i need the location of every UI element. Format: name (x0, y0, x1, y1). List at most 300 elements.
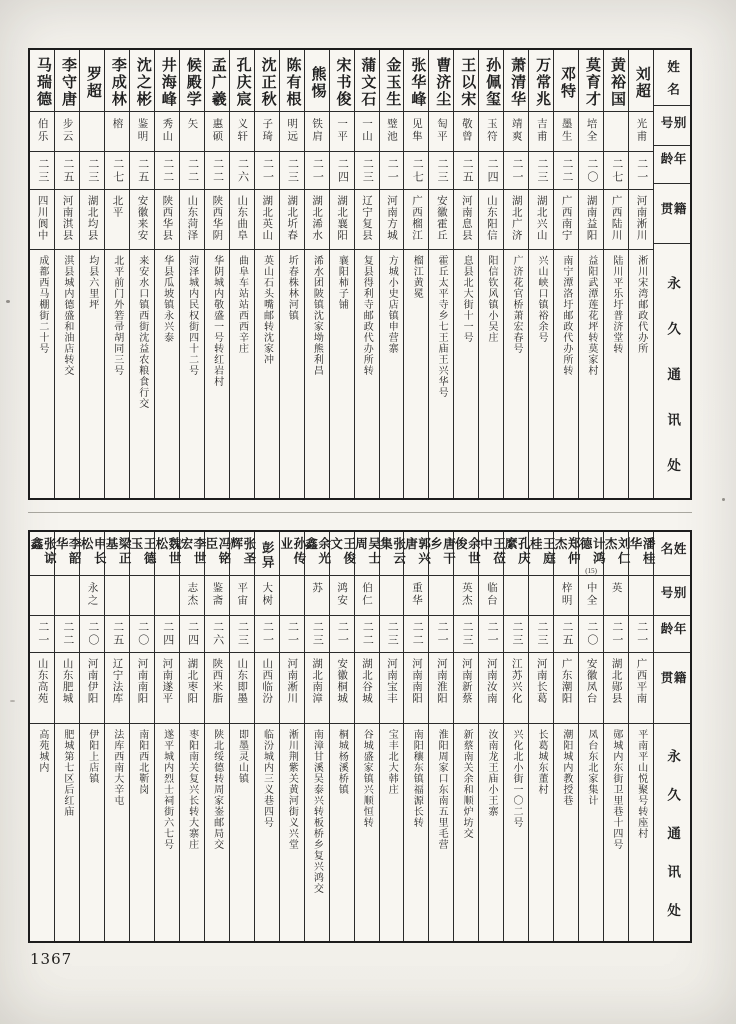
person-name: 刘仁杰 (603, 537, 631, 566)
person-alias: 一平 (336, 118, 348, 143)
person-address-cell (230, 250, 254, 498)
person-age-cell (454, 152, 478, 190)
header-name-label: 姓名 (659, 542, 687, 565)
person-name-cell (478, 532, 506, 576)
person-age: 二七 (411, 157, 424, 184)
person-name: 冯铭臣 (203, 537, 231, 566)
person-address: 兴化北小街一〇二号 (511, 729, 522, 828)
person-age-cell (629, 616, 653, 653)
person-age: 二一 (610, 621, 623, 647)
person-native-place: 山东即墨 (236, 658, 248, 704)
person-column (579, 50, 604, 498)
person-name-cell (255, 50, 279, 112)
person-address-cell (55, 724, 79, 941)
person-native-cell (604, 190, 628, 250)
person-name: 潘桂华 (628, 537, 656, 566)
person-alias: 榕 (111, 118, 123, 131)
header-cell-native (654, 653, 690, 724)
person-name-cell (153, 532, 182, 576)
person-name: 金玉生 (384, 57, 401, 108)
person-address-cell (604, 250, 628, 498)
person-address: 菏泽城内民权街四十二号 (186, 255, 198, 376)
person-alias: 墨生 (560, 118, 572, 143)
header-cell-age (654, 616, 690, 653)
person-age-cell (255, 152, 279, 190)
person-native-place: 湖北襄阳 (336, 195, 348, 241)
person-native-place: 北平 (111, 195, 123, 218)
person-native-place: 河南长葛 (535, 658, 547, 704)
person-alias: 永之 (86, 582, 98, 607)
person-age-cell (230, 152, 254, 190)
person-native-place: 广西南宁 (560, 195, 572, 241)
person-name: 曹济尘 (434, 57, 451, 108)
person-age: 二一 (286, 621, 299, 647)
person-alias: 子琦 (261, 118, 273, 143)
person-name-cell (128, 532, 157, 576)
person-age: 二〇 (585, 157, 598, 184)
person-address-cell (180, 724, 204, 941)
person-name-cell (104, 532, 132, 576)
person-alias-cell (155, 112, 179, 152)
person-address: 桐城杨溪桥镇 (336, 729, 348, 795)
person-alias-cell (205, 112, 229, 152)
person-name: 梁正基 (104, 537, 132, 566)
person-column (155, 50, 180, 498)
person-native-cell (80, 653, 104, 724)
header-cell-native (654, 184, 690, 244)
person-address: 兴山峡口镇裕余号 (535, 255, 547, 343)
person-address: 凤台东北家集计 (585, 729, 597, 806)
header-cell-alias (654, 106, 690, 146)
person-column (255, 532, 280, 941)
person-native-cell (280, 653, 304, 724)
person-age: 二二 (560, 157, 573, 184)
person-native-cell (130, 653, 154, 724)
person-alias-cell (454, 112, 478, 152)
person-alias-cell (305, 112, 329, 152)
person-native-place: 山东肥城 (61, 658, 73, 704)
person-native-place: 湖北英山 (261, 195, 273, 241)
person-column (55, 532, 80, 941)
person-name-cell (305, 50, 329, 112)
person-name: 候殿学 (184, 57, 201, 108)
person-native-cell (554, 653, 578, 724)
person-age: 二五 (111, 621, 124, 647)
person-name-cell (529, 50, 553, 112)
person-column (205, 50, 230, 498)
person-age: 二三 (286, 157, 299, 184)
person-alias-cell (255, 576, 279, 616)
scan-speck (6, 300, 10, 303)
person-native-place: 安徽霍丘 (435, 195, 447, 241)
person-native-cell (55, 653, 79, 724)
person-alias-cell (230, 112, 254, 152)
person-age-cell (205, 152, 229, 190)
person-alias-cell (355, 112, 379, 152)
person-alias: 步云 (61, 118, 73, 143)
person-native-cell (604, 653, 628, 724)
person-name-cell (403, 532, 431, 576)
person-name: 萧清华 (509, 57, 526, 108)
person-native-place: 河南南阳 (136, 658, 148, 704)
person-alias-cell (305, 576, 329, 616)
person-address-cell (504, 724, 528, 941)
person-alias-cell (230, 576, 254, 616)
person-native-cell (305, 190, 329, 250)
person-address: 汝南龙王庙小王寨 (486, 729, 498, 817)
person-alias-cell (479, 112, 503, 152)
person-age-cell (55, 616, 79, 653)
person-age-cell (280, 616, 304, 653)
person-address-cell (579, 250, 603, 498)
person-native-place: 广西榴江 (410, 195, 422, 241)
person-address: 平南平山悦聚号转座村 (635, 729, 647, 839)
person-address-cell (80, 724, 104, 941)
person-native-cell (479, 653, 503, 724)
person-column (280, 50, 305, 498)
person-alias: 靖爽 (510, 118, 522, 143)
person-name-cell (454, 50, 478, 112)
person-age-cell (205, 616, 229, 653)
person-age-cell (130, 616, 154, 653)
person-age-cell (105, 616, 129, 653)
person-alias: 矢 (186, 118, 198, 131)
person-alias-cell (380, 576, 404, 616)
person-name-cell (29, 532, 57, 576)
person-address-cell (305, 724, 329, 941)
person-address-cell (454, 250, 478, 498)
person-native-cell (130, 190, 154, 250)
person-alias: 梓明 (560, 582, 572, 607)
person-name: 井海峰 (159, 57, 176, 108)
person-age: 二一 (336, 621, 349, 647)
person-alias-cell (330, 576, 354, 616)
person-name: 余光鑫 (303, 537, 331, 566)
person-name: 彭异 (260, 541, 275, 570)
person-name-cell (628, 532, 656, 576)
person-native-cell (504, 653, 528, 724)
person-address-cell (180, 250, 204, 498)
person-alias-cell (479, 576, 503, 616)
person-name-cell (553, 532, 581, 576)
person-native-place: 湖北郧县 (610, 658, 622, 704)
person-column (454, 532, 479, 941)
person-address: 均县六里坪 (86, 255, 98, 310)
person-age-cell (255, 616, 279, 653)
person-address: 法库西南大辛屯 (111, 729, 123, 806)
person-native-cell (230, 653, 254, 724)
person-age-cell (479, 616, 503, 653)
person-alias-cell (30, 112, 54, 152)
person-name-cell (79, 532, 107, 576)
person-age: 二〇 (86, 621, 99, 647)
person-alias-cell (80, 576, 104, 616)
person-native-place: 山东菏泽 (186, 195, 198, 241)
person-native-place: 山东阳信 (485, 195, 497, 241)
person-age: 二一 (511, 157, 524, 184)
person-address: 临汾城内三义巷四号 (261, 729, 273, 828)
person-address: 伊阳上店镇 (86, 729, 98, 784)
person-alias-cell (180, 576, 204, 616)
person-alias-cell (155, 576, 179, 616)
person-address-cell (429, 250, 453, 498)
person-name: 孔庆縻 (503, 537, 531, 566)
person-native-cell (554, 190, 578, 250)
person-name-cell (330, 532, 354, 576)
person-address: 潮阳城内教授巷 (560, 729, 572, 806)
person-native-cell (55, 190, 79, 250)
person-native-place: 河南汝南 (485, 658, 497, 704)
person-address: 谷城盛家镇兴顺恒转 (361, 729, 373, 828)
person-age: 二四 (161, 621, 174, 647)
person-column (280, 532, 305, 941)
person-name: 孔庆宸 (234, 57, 251, 108)
person-native-place: 河南伊阳 (86, 658, 98, 704)
person-name: 蒲文石 (359, 57, 376, 108)
person-native-cell (330, 190, 354, 250)
person-age: 二四 (486, 157, 499, 184)
person-name-cell (579, 50, 603, 112)
person-column (330, 532, 355, 941)
person-age: 二一 (635, 157, 648, 184)
person-native-place: 山东高苑 (36, 658, 48, 704)
person-address-cell (205, 724, 229, 941)
person-age: 二五 (61, 157, 74, 184)
person-native-cell (205, 653, 229, 724)
table-separator-line (28, 512, 692, 513)
person-column (529, 532, 554, 941)
person-alias: 光甫 (635, 118, 647, 143)
person-native-cell (629, 190, 653, 250)
person-native-place: 湖北浠水 (311, 195, 323, 241)
person-column (155, 532, 180, 941)
person-native-cell (355, 190, 379, 250)
person-column (429, 532, 454, 941)
person-name: 李成林 (109, 57, 126, 108)
person-native-cell (355, 653, 379, 724)
person-age-cell (280, 152, 304, 190)
person-name: 孙传业 (278, 537, 306, 566)
person-name: 王庭桂 (528, 537, 556, 566)
person-native-place: 湖北南漳 (311, 658, 323, 704)
person-column (80, 50, 105, 498)
person-name: 张云集 (378, 537, 406, 566)
person-age: 二一 (436, 621, 449, 647)
person-address-cell (554, 250, 578, 498)
person-name-cell (404, 50, 428, 112)
person-alias-cell (280, 576, 304, 616)
person-age: 二二 (411, 621, 424, 647)
person-address-cell (529, 250, 553, 498)
person-column (454, 50, 479, 498)
person-column (579, 532, 604, 941)
person-alias-cell (629, 576, 653, 616)
person-column (479, 50, 504, 498)
person-native-cell (380, 190, 404, 250)
person-name: 邓特 (559, 65, 576, 100)
person-name-cell (554, 50, 578, 112)
person-address: 新蔡南关余和顺炉坊交 (461, 729, 473, 839)
person-column (130, 50, 155, 498)
person-column (404, 50, 429, 498)
person-age: 二三 (236, 621, 249, 647)
person-native-cell (504, 190, 528, 250)
person-alias-cell (55, 112, 79, 152)
person-address-cell (130, 724, 154, 941)
person-alias-cell (579, 112, 603, 152)
person-age: 二二 (161, 157, 174, 184)
person-name-cell (429, 50, 453, 112)
person-native-place: 河南遂平 (161, 658, 173, 704)
person-column (554, 532, 579, 941)
person-age: 二三 (535, 621, 548, 647)
person-native-cell (305, 653, 329, 724)
person-native-place: 陕西米脂 (211, 658, 223, 704)
person-native-place: 河南淅川 (286, 658, 298, 704)
person-address-cell (579, 724, 603, 941)
person-age-cell (30, 152, 54, 190)
person-name-cell (230, 532, 254, 576)
person-alias-cell (554, 576, 578, 616)
person-address-cell (280, 250, 304, 498)
person-native-place: 河南宝丰 (386, 658, 397, 704)
header-cell-name (654, 50, 690, 106)
person-age-cell (554, 616, 578, 653)
person-alias-cell (554, 112, 578, 152)
person-native-place: 河南淅川 (635, 195, 647, 241)
person-alias: 伯仁 (361, 582, 373, 607)
person-name: 莫育才 (583, 57, 600, 108)
person-column (130, 532, 155, 941)
person-native-cell (80, 190, 104, 250)
person-age: 二〇 (585, 621, 598, 647)
person-age: 二二 (61, 621, 74, 647)
person-address: 益阳武潭莲花坪转莫家村 (585, 255, 597, 376)
person-age-cell (579, 152, 603, 190)
person-name-cell (453, 532, 481, 576)
person-age-cell (629, 152, 653, 190)
person-address: 即墨灵山镇 (236, 729, 248, 784)
person-address-cell (205, 250, 229, 498)
person-age: 二六 (211, 621, 224, 647)
person-column (529, 50, 554, 498)
person-native-place: 湖北圻春 (286, 195, 298, 241)
person-age-cell (404, 152, 428, 190)
person-age: 二四 (186, 621, 199, 647)
person-age: 二二 (211, 157, 224, 184)
person-name: 熊惕 (309, 65, 326, 100)
person-name-cell (528, 532, 556, 576)
person-address-cell (155, 250, 179, 498)
person-address-cell (404, 250, 428, 498)
person-name-cell (604, 50, 628, 112)
person-native-cell (205, 190, 229, 250)
person-age-cell (454, 616, 478, 653)
person-age-cell (380, 152, 404, 190)
person-name: 王以宋 (459, 57, 476, 108)
person-alias: 中全 (585, 582, 597, 607)
person-age-cell (80, 152, 104, 190)
person-age: 二五 (136, 157, 149, 184)
header-cell-address (654, 244, 690, 504)
scan-speck (10, 700, 15, 702)
person-native-place: 湖北均县 (86, 195, 98, 241)
person-address: 宝丰北大韩庄 (386, 729, 398, 795)
person-alias: 英杰 (460, 582, 472, 607)
person-name-cell (255, 532, 279, 576)
person-age: 二一 (36, 621, 49, 647)
person-alias-cell (429, 112, 453, 152)
person-address-cell (629, 724, 653, 941)
person-native-cell (255, 653, 279, 724)
person-native-cell (155, 190, 179, 250)
person-native-place: 安徽桐城 (336, 658, 348, 704)
person-address-cell (155, 724, 179, 941)
person-native-place: 安徽凤台 (585, 658, 597, 704)
header-age-label: 年龄 (659, 622, 687, 641)
person-address-cell (454, 724, 478, 941)
person-age: 二七 (610, 157, 623, 184)
person-native-cell (30, 653, 54, 724)
person-alias-cell (604, 112, 628, 152)
person-native-cell (479, 190, 503, 250)
person-name: 刘超 (633, 65, 650, 100)
person-column (30, 532, 55, 941)
person-age: 二三 (461, 621, 474, 647)
header-column-top (654, 50, 690, 504)
person-column (380, 50, 405, 498)
person-column (380, 532, 405, 941)
person-native-place: 河南淇县 (61, 195, 73, 241)
person-age: 二三 (386, 621, 399, 647)
person-name-cell (504, 50, 528, 112)
person-alias-cell (280, 112, 304, 152)
person-address-cell (380, 724, 404, 941)
person-address-cell (330, 724, 354, 941)
person-alias: 秀山 (161, 118, 173, 143)
person-native-cell (105, 190, 129, 250)
person-name: 李世宏 (178, 537, 206, 566)
person-native-place: 湖北谷城 (361, 658, 373, 704)
person-age: 二四 (336, 157, 349, 184)
person-native-place: 江苏兴化 (510, 658, 522, 704)
person-name-cell (380, 50, 404, 112)
person-alias: 志杰 (186, 582, 198, 607)
person-age: 二一 (311, 157, 324, 184)
person-address: 成都西马棚街二十号 (36, 255, 48, 354)
person-address-cell (105, 724, 129, 941)
person-native-place: 湖北枣阳 (186, 658, 198, 704)
person-name-cell (205, 532, 229, 576)
person-age-cell (330, 152, 354, 190)
header-cell-address (654, 724, 690, 942)
person-column (30, 50, 55, 498)
person-age: 二五 (461, 157, 474, 184)
header-cell-name (654, 532, 690, 576)
person-alias-cell (30, 576, 54, 616)
person-column (180, 532, 205, 941)
person-alias-cell (454, 576, 478, 616)
person-alias: 鉴斋 (211, 582, 223, 607)
header-address-label: 永久通讯处 (665, 749, 681, 942)
person-name: 张圣辉 (228, 537, 256, 566)
person-age-cell (604, 616, 628, 653)
person-age-cell (80, 616, 104, 653)
person-age-cell (554, 152, 578, 190)
header-age-label: 年龄 (659, 152, 687, 171)
person-age-cell (155, 616, 179, 653)
person-column (205, 532, 230, 941)
